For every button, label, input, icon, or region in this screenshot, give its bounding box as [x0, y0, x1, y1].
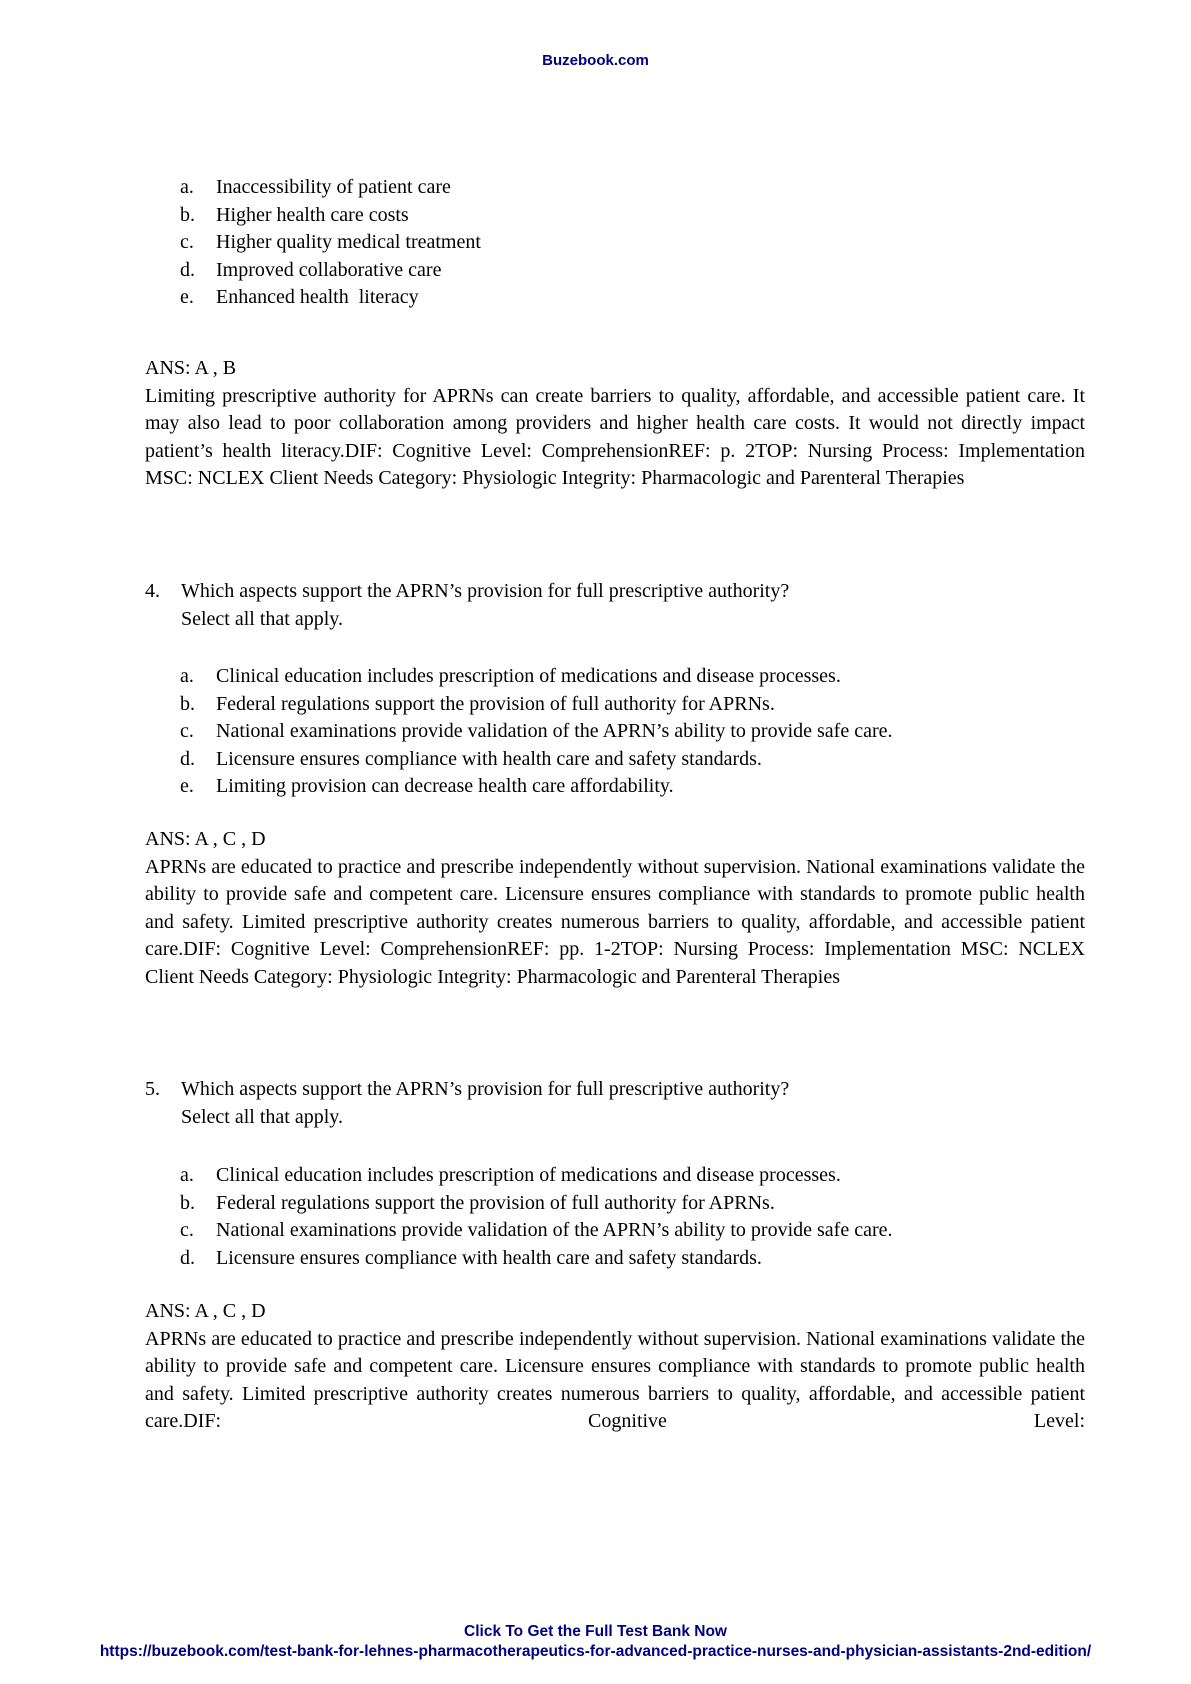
option-letter: c.: [180, 1219, 194, 1241]
q5-options: [180, 1162, 893, 1272]
header-site-link[interactable]: Buzebook.com: [542, 52, 649, 69]
option-letter: a.: [180, 1164, 194, 1186]
q4-stem-block: [145, 578, 1085, 633]
option-text: Limiting provision can decrease health care affordability.: [216, 775, 674, 797]
q3-answer-block: [145, 355, 1085, 493]
q5-answer: ANS: A , C , D: [145, 1300, 266, 1322]
option-text: Licensure ensures compliance with health care and safety standards.: [216, 1246, 762, 1269]
q5-stem: Which aspects support the APRN’s provision for full prescriptive authority?: [181, 1078, 790, 1100]
option-letter: b.: [180, 203, 195, 226]
option-text: National examinations provide validation of the APRN’s ability to provide safe care.: [216, 720, 893, 742]
q4-answer: ANS: A , C , D: [145, 828, 266, 850]
option-letter: d.: [180, 1246, 195, 1269]
q4-answer-block: [145, 826, 1085, 991]
q4-option-a: [180, 663, 893, 691]
q4-option-d: [180, 746, 893, 774]
q4-instruction: Select all that apply.: [181, 607, 343, 630]
option-letter: d.: [180, 258, 195, 281]
q5-option-b: [180, 1190, 893, 1218]
q5-option-d: [180, 1245, 893, 1273]
option-letter: e.: [180, 775, 194, 797]
option-text: National examinations provide validation of the APRN’s ability to provide safe care.: [216, 1219, 893, 1241]
option-letter: a.: [180, 665, 194, 687]
q4-options: [180, 663, 893, 801]
option-letter: e.: [180, 286, 194, 308]
q3-option-a: [180, 174, 481, 202]
option-text: Higher quality medical treatment: [216, 231, 481, 253]
q5-rationale: APRNs are educated to practice and prescribe independently without supervision. National examinations validate the ability to provide safe and competent care. Licensure ensures compliance with standards to promote public health and safety. Limited prescriptive authority creates numerous barriers to quality, affordable, and accessible patient care.DIF: Cognitive Level:: [145, 1327, 1085, 1432]
q5-number: 5.: [145, 1078, 160, 1100]
q4-option-b: [180, 691, 893, 719]
option-letter: c.: [180, 231, 194, 253]
footer-cta-link[interactable]: Click To Get the Full Test Bank Now: [464, 1623, 727, 1640]
q5-question: [145, 1076, 1085, 1131]
option-text: Federal regulations support the provision of full authority for APRNs.: [216, 692, 775, 715]
option-letter: d.: [180, 747, 195, 770]
q5-option-a: [180, 1162, 893, 1190]
option-text: Inaccessibility of patient care: [216, 176, 451, 198]
q5-stem-block: [145, 1076, 1085, 1131]
option-text: Enhanced health literacy: [216, 286, 419, 308]
option-text: Clinical education includes prescription of medications and disease processes.: [216, 1164, 841, 1186]
option-letter: a.: [180, 176, 194, 198]
option-letter: c.: [180, 720, 194, 742]
q3-options: [180, 174, 481, 312]
option-letter: b.: [180, 692, 195, 715]
q4-rationale: APRNs are educated to practice and prescribe independently without supervision. National examinations validate the ability to provide safe and competent care. Licensure ensures compliance with standards to promote public health and safety. Limited prescriptive authority creates numerous barriers to quality, affordable, and accessible patient care.DIF: Cognitive Level: ComprehensionREF: pp. 1-2TOP: Nursing Process: Implementation MSC: NCLEX Client Needs Category: Physiologic Integrity: Pharmacologic and Parenteral Therapies: [145, 855, 1085, 988]
q4-option-e: [180, 773, 893, 801]
q4-stem: Which aspects support the APRN’s provision for full prescriptive authority?: [181, 580, 790, 602]
footer-url-link[interactable]: https://buzebook.com/test-bank-for-lehnes-pharmacotherapeutics-for-advanced-practice-nurses-and-physician-assistants-2nd-edition/: [99, 1643, 1092, 1660]
option-text: Federal regulations support the provision of full authority for APRNs.: [216, 1191, 775, 1214]
q3-option-b: [180, 202, 481, 230]
q4-option-c: [180, 718, 893, 746]
q5-instruction: Select all that apply.: [181, 1105, 343, 1128]
option-letter: b.: [180, 1191, 195, 1214]
q3-rationale: Limiting prescriptive authority for APRNs can create barriers to quality, affordable, and accessible patient care. It may also lead to poor collaboration among providers and higher health care costs. It would not directly impact patient’s health literacy.DIF: Cognitive Level: ComprehensionREF: p. 2TOP: Nursing Process: Implementation MSC: NCLEX Client Needs Category: Physiologic Integrity: Pharmacologic and Parenteral Therapies: [145, 384, 1085, 489]
q5-option-c: [180, 1217, 893, 1245]
option-text: Licensure ensures compliance with health care and safety standards.: [216, 747, 762, 770]
option-text: Clinical education includes prescription of medications and disease processes.: [216, 665, 841, 687]
q3-answer: ANS: A , B: [145, 357, 237, 379]
q3-option-d: [180, 257, 481, 285]
q4-number: 4.: [145, 580, 160, 602]
q4-question: [145, 578, 1085, 633]
q3-option-e: [180, 284, 481, 312]
q5-answer-block: [145, 1298, 1085, 1436]
q3-option-c: [180, 229, 481, 257]
option-text: Higher health care costs: [216, 203, 409, 226]
option-text: Improved collaborative care: [216, 258, 442, 281]
